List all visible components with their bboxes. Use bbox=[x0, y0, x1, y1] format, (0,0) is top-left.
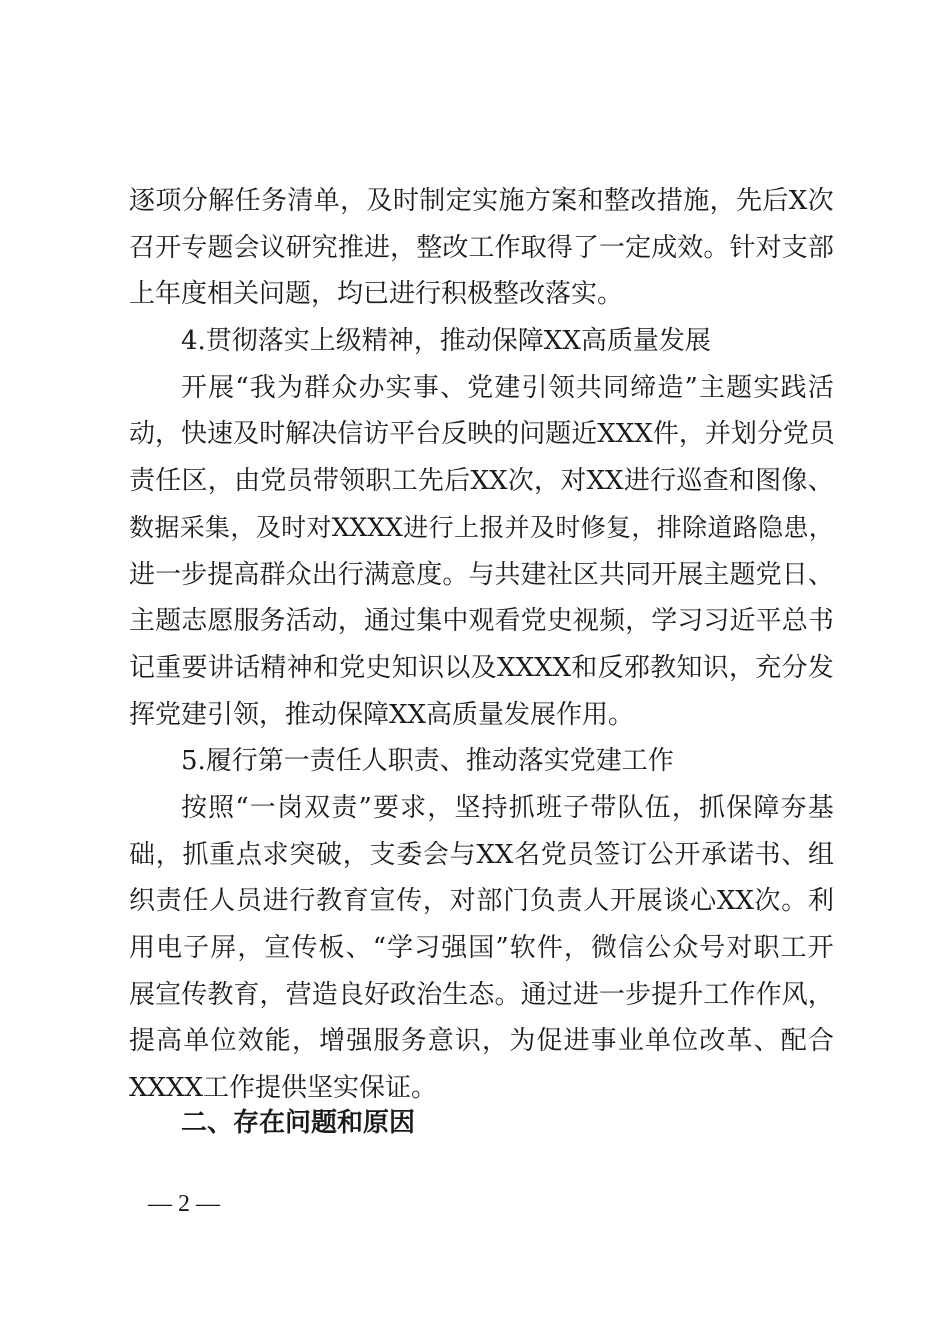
paragraph-line: 织 责 任 人 员 进 行 教 育 宣 传 ， 对 部 门 负 责 人 开 展 谈 心 XX 次 。 利 bbox=[129, 886, 834, 917]
paragraph-line: 进 一 步 提 高 群 众 出 行 满 意 度 。 与 共 建 社 区 共 同 开 展 主 题 党 日 、 bbox=[129, 559, 834, 590]
paragraph-line: 召 开 专 题 会 议 研 究 推 进 ， 整 改 工 作 取 得 了 一 定 成 效 。 针 对 支 部 bbox=[129, 232, 834, 263]
subheading-line: 4.贯彻落实上级精神，推动保障XX高质量发展 bbox=[181, 326, 711, 357]
section-heading: 二、存在问题和原因 bbox=[181, 1108, 416, 1138]
paragraph-line: XXXX工作提供坚实保证。 bbox=[129, 1073, 438, 1104]
paragraph-line: 主 题 志 愿 服 务 活 动 ， 通 过 集 中 观 看 党 史 视 频 ， 学 习 习 近 平 总 书 bbox=[129, 606, 834, 637]
paragraph-line: 记 重 要 讲 话 精 神 和 党 史 知 识 以 及 XXXX 和 反 邪 教 知 识 ， 充 分 发 bbox=[129, 652, 834, 683]
paragraph-line: 动 ， 快 速 及 时 解 决 信 访 平 台 反 映 的 问 题 近 XXX 件 ， 并 划 分 党 员 bbox=[129, 419, 835, 450]
paragraph-line: 上年度相关问题，均已进行积极整改落实。 bbox=[129, 279, 624, 310]
paragraph-line: 提 高 单 位 效 能 ， 增 强 服 务 意 识 ， 为 促 进 事 业 单 位 改 革 、 配 合 bbox=[129, 1026, 834, 1057]
paragraph-line: 础 ， 抓 重 点 求 突 破 ， 支 委 会 与 XX 名 党 员 签 订 公 开 承 诺 书 、 组 bbox=[129, 839, 834, 870]
paragraph-line: 用 电 子 屏 ， 宣 传 板 、 “ 学 习 强 国 ” 软 件 ， 微 信 公 众 号 对 职 工 开 bbox=[129, 933, 834, 963]
paragraph-line: 按 照 “ 一 岗 双 责 ” 要 求 ， 坚 持 抓 班 子 带 队 伍 ， 抓 保 障 夯 基 bbox=[181, 792, 834, 823]
paragraph-line: 数 据 采 集 ， 及 时 对 XXXX 进 行 上 报 并 及 时 修 复 ， 排 除 道 路 隐 患 ， bbox=[129, 512, 834, 542]
subheading-line: 5.履行第一责任人职责、推动落实党建工作 bbox=[181, 746, 674, 777]
paragraph-line: 开 展 “ 我 为 群 众 办 实 事 、 党 建 引 领 共 同 缔 造 ” 主 题 实 践 活 bbox=[181, 372, 834, 403]
paragraph-line: 逐 项 分 解 任 务 清 单 ， 及 时 制 定 实 施 方 案 和 整 改 措 施 ， 先 后 X 次 bbox=[129, 186, 834, 216]
body-text bbox=[129, 178, 834, 1112]
page-number: — 2 — bbox=[148, 1191, 220, 1217]
paragraph-line: 挥党建引领，推动保障XX高质量发展作用。 bbox=[129, 699, 635, 730]
paragraph-line: 展 宣 传 教 育 ， 营 造 良 好 政 治 生 态 。 通 过 进 一 步 提 升 工 作 作 风 ， bbox=[129, 979, 834, 1010]
paragraph-line: 责 任 区 ， 由 党 员 带 领 职 工 先 后 XX 次 ， 对 XX 进 行 巡 查 和 图 像 、 bbox=[129, 466, 834, 497]
